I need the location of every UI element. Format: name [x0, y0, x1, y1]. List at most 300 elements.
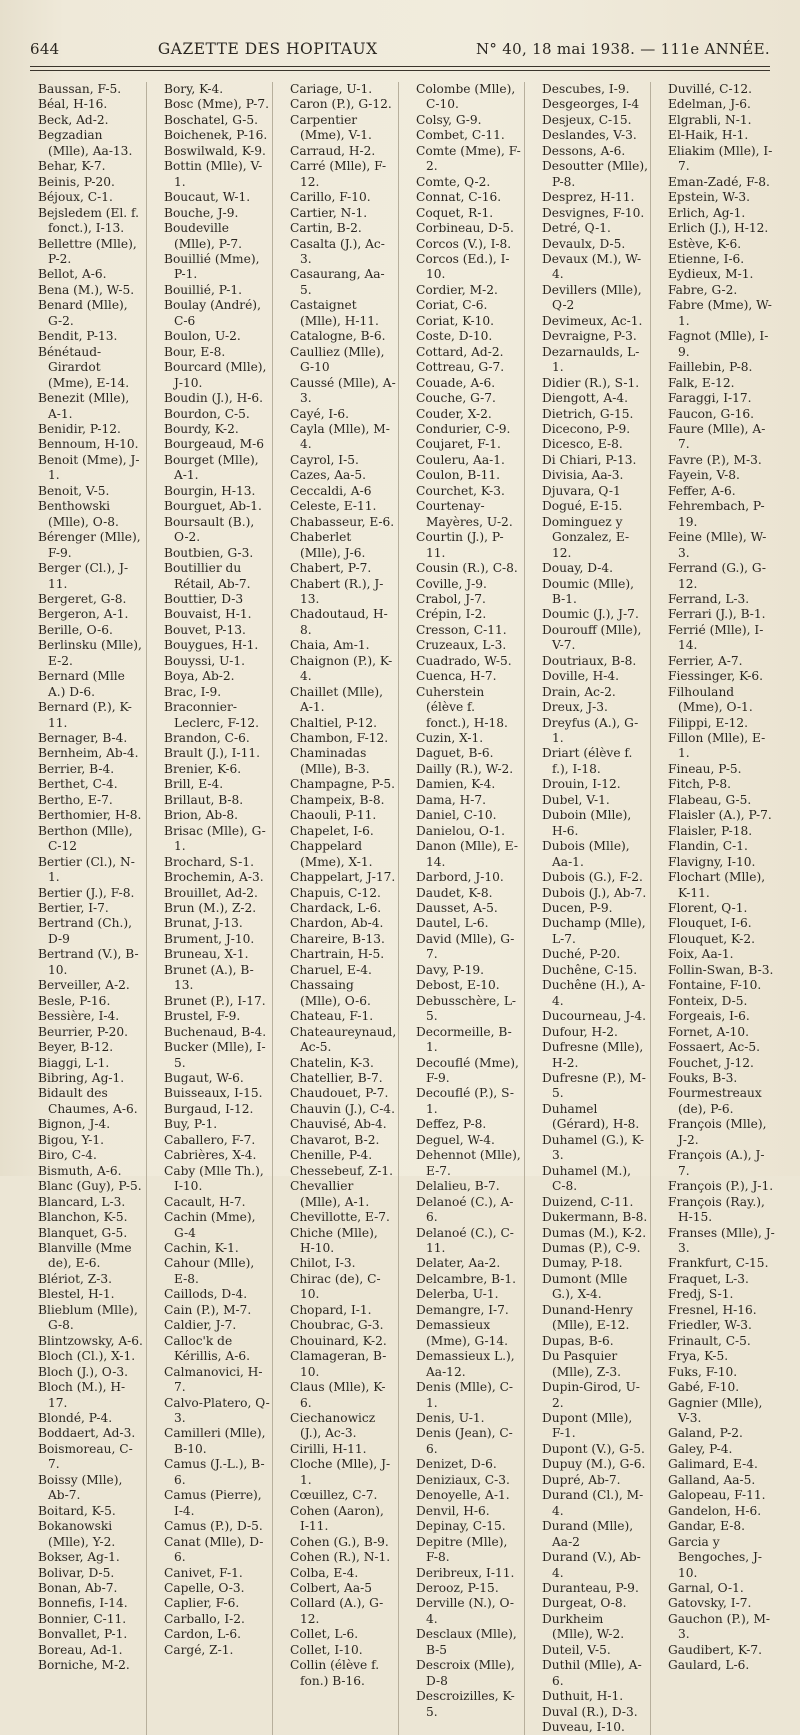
index-entry: Cottreau, G-7. [416, 360, 505, 375]
index-entry: Castaignet (Mlle), H-11. [290, 298, 379, 328]
index-entry: Feffer, A-6. [668, 483, 736, 498]
index-entry: Ferrié (Mlle), I-14. [668, 622, 764, 653]
index-entry: Combet, C-11. [416, 128, 505, 143]
index-entry: Cirilli, H-11. [290, 1441, 367, 1456]
index-entry: Ciechanowicz (J.), Ac-3. [290, 1410, 376, 1441]
index-entry: Borniche, M-2. [38, 1658, 130, 1673]
index-entry: Danielou, O-1. [416, 823, 506, 838]
index-entry: Chappelart, J-17. [290, 870, 396, 885]
index-entry: Flochart (Mlle), K-11. [668, 870, 766, 900]
index-entry: Debusschère, L-5. [416, 993, 517, 1024]
index-entry: Chapuis, C-12. [290, 885, 381, 900]
index-entry: Casaurang, Aa-5. [290, 267, 385, 297]
index-entry: Béal, H-16. [38, 97, 108, 112]
index-entry: Chaia, Am-1. [290, 638, 370, 653]
index-entry: Cargé, Z-1. [164, 1642, 234, 1657]
index-entry: Eman-Zadé, F-8. [668, 174, 770, 189]
index-entry: Franses (Mlle), J-3. [668, 1225, 775, 1255]
index-entry: Besle, P-16. [38, 993, 111, 1008]
index-entry: Collin (élève f. fon.) B-16. [290, 1658, 380, 1688]
index-entry: Doumic (Mlle), B-1. [542, 576, 634, 606]
index-entry: Dukermann, B-8. [542, 1210, 648, 1225]
index-entry: Dupuy (M.), G-6. [542, 1457, 646, 1472]
index-entry: Drouin, I-12. [542, 777, 621, 792]
index-entry: Brunat, J-13. [164, 916, 243, 931]
index-entry: Bejsledem (El. f. fonct.), I-13. [38, 205, 140, 236]
index-entry: Dumas (P.), C-9. [542, 1240, 641, 1255]
index-entry: Dupas, B-6. [542, 1333, 614, 1348]
index-entry: Baussan, F-5. [38, 82, 122, 96]
index-entry: Durgeat, O-8. [542, 1596, 627, 1611]
index-entry: Chabert, P-7. [290, 561, 372, 576]
index-entry: Flabeau, G-5. [668, 792, 752, 807]
index-entry: Frankfurt, C-15. [668, 1256, 769, 1271]
index-entry: Damien, K-4. [416, 777, 496, 792]
index-entry: David (Mlle), G-7. [416, 931, 515, 962]
index-entry: Denizet, D-6. [416, 1457, 497, 1472]
journal-title: GAZETTE DES HOPITAUX [157, 40, 378, 58]
index-entry: Erlich (J.), H-12. [668, 221, 769, 236]
index-entry: Chappelard (Mme), X-1. [290, 839, 373, 869]
index-entry: Demassieux (Mme), G-14. [416, 1318, 508, 1348]
index-entry: Brument, J-10. [164, 931, 255, 946]
index-entry: Cottard, Ad-2. [416, 344, 504, 359]
index-entry: Duchêne (H.), A-4. [542, 978, 646, 1008]
index-entry: Charuel, E-4. [290, 962, 372, 977]
index-entry: Follin-Swan, B-3. [668, 962, 774, 977]
index-entry: Coujaret, F-1. [416, 437, 501, 452]
index-entry: Chateaureynaud, Ac-5. [290, 1024, 397, 1055]
index-entry: Benidir, P-12. [38, 421, 121, 436]
index-column-2 [164, 82, 273, 1735]
index-entry: François (Ray.), H-15. [668, 1194, 765, 1225]
index-entry: Crabol, J-7. [416, 591, 486, 606]
index-entry: Dupré, Ab-7. [542, 1472, 621, 1487]
index-entry: Durand (Mlle), Aa-2 [542, 1519, 634, 1549]
index-entry: Bour, E-8. [164, 344, 226, 359]
index-entry: Corcos (V.), I-8. [416, 236, 512, 251]
index-entry: Devaux (M.), W-4. [542, 251, 642, 282]
index-entry: Delanoé (C.), C-11. [416, 1225, 514, 1255]
index-entry: Deribreux, I-11. [416, 1565, 515, 1580]
index-entry: Chevallier (Mlle), A-1. [290, 1179, 370, 1209]
index-entry: Descubes, I-9. [542, 82, 630, 96]
index-entry: Bloch (J.), O-3. [38, 1364, 128, 1379]
index-entry: Chassaing (Mlle), O-6. [290, 978, 371, 1008]
index-entry: Cabrières, X-4. [164, 1148, 257, 1163]
index-entry: Ferrand, L-3. [668, 591, 750, 606]
index-entry: Chareire, B-13. [290, 931, 385, 946]
index-entry: Garnal, O-1. [668, 1580, 744, 1595]
index-entry: Fresnel, H-16. [668, 1302, 757, 1317]
index-entry: Comte (Mme), F-2. [416, 143, 521, 174]
index-entry: Estève, K-6. [668, 236, 742, 251]
index-entry: Dicecono, P-9. [542, 421, 631, 436]
index-entry: Duchamp (Mlle), L-7. [542, 916, 646, 946]
index-entry: Boddaert, Ad-3. [38, 1426, 136, 1441]
index-entry: Desprez, H-11. [542, 190, 635, 205]
index-entry: Colombe (Mlle), C-10. [416, 82, 516, 112]
index-entry: Braconnier-Leclerc, F-12. [164, 700, 260, 730]
index-entry: Decormeille, B-1. [416, 1024, 512, 1055]
index-entry: Chatelin, K-3. [290, 1055, 374, 1070]
index-entry: Elgrabli, N-1. [668, 112, 752, 127]
index-entry: Duizend, C-11. [542, 1194, 634, 1209]
index-entry: Bourguet, Ab-1. [164, 499, 262, 514]
index-entry: Bolivar, D-5. [38, 1565, 115, 1580]
index-entry: Bessière, I-4. [38, 1009, 120, 1024]
index-entry: Deniziaux, C-3. [416, 1472, 510, 1487]
index-entry: Duvillé, C-12. [668, 82, 752, 96]
index-entry: Chapelet, I-6. [290, 823, 374, 838]
index-entry: Dourouff (Mlle), V-7. [542, 622, 642, 653]
index-entry: Bouillié, P-1. [164, 282, 242, 297]
index-entry: Fabre (Mme), W-1. [668, 298, 772, 328]
index-entry: Fehrembach, P-19. [668, 499, 765, 529]
index-entry: Brunet (P.), I-17. [164, 993, 266, 1008]
index-entry: Fagnot (Mlle), I-9. [668, 329, 769, 359]
index-entry: Flouquet, K-2. [668, 931, 756, 946]
index-entry: Boudeville (Mlle), P-7. [164, 221, 243, 251]
index-entry: Filippi, E-12. [668, 715, 749, 730]
index-entry: Bourcard (Mlle), J-10. [164, 360, 267, 390]
index-entry: Friedler, W-3. [668, 1318, 752, 1333]
index-entry: Bidault des Chaumes, A-6. [38, 1086, 138, 1116]
index-entry: Chabert (R.), J-13. [290, 576, 384, 606]
index-entry: Devraigne, P-3. [542, 329, 637, 344]
index-entry: Bennoum, H-10. [38, 437, 139, 452]
index-entry: Drain, Ac-2. [542, 684, 616, 699]
index-entry: Diengott, A-4. [542, 391, 628, 406]
issue-info: N° 40, 18 mai 1938. — 111e ANNÉE. [475, 40, 770, 58]
index-entry: Berthon (Mlle), C-12 [38, 823, 133, 854]
header-rule [30, 66, 770, 67]
index-entry: Devimeux, Ac-1. [542, 313, 643, 328]
index-entry: Brouillet, Ad-2. [164, 885, 258, 900]
index-entry: Cloche (Mlle), J-1. [290, 1457, 391, 1487]
index-entry: Brustel, F-9. [164, 1009, 241, 1024]
index-entry: Dubois (Mlle), Aa-1. [542, 839, 630, 869]
index-entry: Camus (P.), D-5. [164, 1519, 263, 1534]
index-entry: Bénétaud-Girardot (Mme), E-14. [38, 344, 130, 390]
index-entry: Caussé (Mlle), A-3. [290, 375, 396, 406]
index-entry: Dausset, A-5. [416, 901, 498, 916]
index-entry: Didier (R.), S-1. [542, 375, 640, 390]
index-entry: Chambon, F-12. [290, 731, 389, 746]
index-entry: Connat, C-16. [416, 190, 502, 205]
index-entry: Collet, L-6. [290, 1627, 359, 1642]
index-entry: Cœuillez, C-7. [290, 1488, 378, 1503]
index-entry: Durand (V.), Ab-4. [542, 1550, 641, 1580]
index-entry: Coville, J-9. [416, 576, 487, 591]
index-entry: Epstein, W-3. [668, 190, 750, 205]
index-entry: Bibring, Ag-1. [38, 1071, 125, 1085]
index-entry: Fouks, B-3. [668, 1071, 738, 1085]
index-entry: Dupont (V.), G-5. [542, 1441, 645, 1456]
index-entry: Caby (Mlle Th.), I-10. [164, 1163, 264, 1194]
index-entry: Bloch (Cl.), X-1. [38, 1349, 136, 1364]
index-entry: Derville (N.), O-4. [416, 1596, 515, 1626]
index-entry: Cohen (Aaron), I-11. [290, 1503, 384, 1534]
index-entry: Condurier, C-9. [416, 421, 511, 436]
index-entry: Boswilwald, K-9. [164, 143, 266, 158]
index-entry: Duhamel (G.), K-3. [542, 1132, 645, 1163]
index-entry: Delcambre, B-1. [416, 1271, 517, 1286]
index-entry: Derooz, P-15. [416, 1580, 499, 1595]
index-entry: Cordier, M-2. [416, 282, 498, 297]
index-entry: Cachin, K-1. [164, 1240, 239, 1255]
index-entry: Camus (J.-L.), B-6. [164, 1457, 265, 1487]
index-entry: Cardon, L-6. [164, 1627, 241, 1642]
index-entry: Flandin, C-1. [668, 839, 748, 854]
index-entry: Boulay (André), C-6 [164, 298, 261, 328]
index-entry: Bouillié (Mme), P-1. [164, 251, 260, 282]
index-entry: Fonteix, D-5. [668, 993, 748, 1008]
index-entry: Benezit (Mlle), A-1. [38, 391, 130, 421]
index-entry: Bourdy, K-2. [164, 421, 239, 436]
index-entry: Champagne, P-5. [290, 777, 395, 792]
index-entry: Desgeorges, I-4 [542, 97, 640, 112]
index-entry: Bertho, E-7. [38, 792, 113, 807]
index-entry: Carraud, H-2. [290, 143, 376, 158]
index-entry: Benoit, V-5. [38, 483, 110, 498]
index-entry: Bottin (Mlle), V-1. [164, 159, 263, 189]
index-entry: Dupont (Mlle), F-1. [542, 1410, 633, 1441]
index-entry: Eliakim (Mlle), I-7. [668, 143, 773, 174]
index-entry: Denvil, H-6. [416, 1503, 490, 1518]
index-entry: Buisseaux, I-15. [164, 1086, 263, 1101]
index-entry: Bellot, A-6. [38, 267, 107, 282]
index-entry: Capelle, O-3. [164, 1580, 245, 1595]
index-entry: Cayé, I-6. [290, 406, 349, 421]
index-entry: Fuks, F-10. [668, 1364, 738, 1379]
page-number: 644 [30, 40, 60, 58]
index-entry: Chessebeuf, Z-1. [290, 1163, 394, 1178]
header-rule-thin [30, 70, 770, 71]
index-entry: Comte, Q-2. [416, 174, 491, 189]
index-entry: Blondé, P-4. [38, 1410, 113, 1425]
index-entry: Colbert, Aa-5 [290, 1580, 372, 1595]
index-entry: Dumas (M.), K-2. [542, 1225, 647, 1240]
index-entry: Daguet, B-6. [416, 746, 494, 761]
index-entry: Corbineau, D-5. [416, 221, 514, 236]
index-entry: Chiche (Mlle), H-10. [290, 1225, 378, 1255]
index-entry: Djuvara, Q-1 [542, 483, 621, 498]
index-entry: Dufour, H-2. [542, 1024, 618, 1039]
index-entry: Boucaut, W-1. [164, 190, 251, 205]
index-entry: Delater, Aa-2. [416, 1256, 501, 1271]
index-entry: Fossaert, Ac-5. [668, 1040, 760, 1055]
index-entry: Bérenger (Mlle), F-9. [38, 530, 141, 560]
index-entry: Devillers (Mlle), Q-2 [542, 282, 642, 313]
index-entry: Cohen (G.), B-9. [290, 1534, 389, 1549]
index-entry: Denis (Jean), C-6. [416, 1426, 513, 1456]
index-entry: Dubois (J.), Ab-7. [542, 885, 647, 900]
index-entry: Couder, X-2. [416, 406, 492, 421]
index-entry: Delalieu, B-7. [416, 1179, 500, 1194]
index-entry: Cousin (R.), C-8. [416, 561, 518, 576]
index-entry: Boya, Ab-2. [164, 669, 235, 684]
index-entry: Duranteau, P-9. [542, 1580, 639, 1595]
index-entry: Fredj, S-1. [668, 1287, 734, 1302]
index-entry: Calloc'k de Kérillis, A-6. [164, 1333, 250, 1364]
index-entry: Gandar, E-8. [668, 1519, 746, 1534]
index-entry: Carré (Mlle), F-12. [290, 159, 387, 189]
index-entry: Bonnier, C-11. [38, 1611, 127, 1626]
index-entry: Clamageran, B-10. [290, 1349, 387, 1379]
index-entry: Bertrand (V.), B-10. [38, 947, 139, 977]
index-entry: Calmanovici, H-7. [164, 1364, 263, 1395]
index-entry: Boudin (J.), H-6. [164, 391, 264, 406]
index-entry: Fabre, G-2. [668, 282, 738, 297]
index-entry: Boreau, Ad-1. [38, 1642, 123, 1657]
index-entry: Chateau, F-1. [290, 1009, 374, 1024]
index-entry: Colba, E-4. [290, 1565, 359, 1580]
index-entry: Caplier, F-6. [164, 1596, 240, 1611]
index-entry: Boutbien, G-3. [164, 545, 254, 560]
index-entry: Dumay, P-18. [542, 1256, 623, 1271]
index-entry: Di Chiari, P-13. [542, 452, 637, 467]
index-entry: Couche, G-7. [416, 391, 496, 406]
index-entry: Couade, A-6. [416, 375, 496, 390]
index-entry: Carballo, I-2. [164, 1611, 245, 1626]
index-entry: Berthet, C-4. [38, 777, 118, 792]
index-entry: Cuenca, H-7. [416, 669, 497, 684]
index-entry: Boutillier du Rétail, Ab-7. [164, 561, 251, 591]
index-entry: Brillaut, B-8. [164, 792, 244, 807]
index-entry: Cartin, B-2. [290, 221, 362, 236]
index-entry: Brun (M.), Z-2. [164, 901, 257, 916]
index-entry: Bokanowski (Mlle), Y-2. [38, 1519, 116, 1549]
index-column-3 [290, 82, 399, 1735]
index-entry: Colsy, G-9. [416, 112, 482, 127]
index-entry: Cresson, C-11. [416, 622, 507, 637]
index-entry: Duveau, I-10. [542, 1720, 625, 1735]
index-entry: Bismuth, A-6. [38, 1163, 122, 1178]
index-entry: Boschatel, G-5. [164, 112, 258, 127]
index-entry: Berveiller, A-2. [38, 978, 130, 993]
index-entry: Benard (Mlle), G-2. [38, 298, 128, 328]
index-entry: Gaulard, L-6. [668, 1658, 750, 1673]
index-entry: Chatellier, B-7. [290, 1071, 383, 1085]
index-entry: Devaulx, D-5. [542, 236, 626, 251]
index-entry: Bokser, Ag-1. [38, 1550, 120, 1565]
index-entry: Gaudibert, K-7. [668, 1642, 762, 1657]
index-entry: Boissy (Mlle), Ab-7. [38, 1472, 123, 1503]
index-entry: Bruneau, X-1. [164, 947, 249, 962]
index-entry: Bertier, I-7. [38, 901, 109, 916]
index-columns [38, 82, 788, 1735]
index-entry: Dama, H-7. [416, 792, 486, 807]
index-entry: Cartier, N-1. [290, 205, 368, 220]
index-entry: Delanoé (C.), A-6. [416, 1194, 514, 1225]
index-entry: Bourdon, C-5. [164, 406, 250, 421]
index-entry: Galimard, E-4. [668, 1457, 758, 1472]
index-entry: Descroizilles, K-5. [416, 1689, 515, 1719]
index-entry: Celeste, E-11. [290, 499, 377, 514]
index-entry: Camilleri (Mlle), B-10. [164, 1426, 266, 1456]
index-entry: Duteil, V-5. [542, 1642, 611, 1657]
index-entry: Bouvaist, H-1. [164, 607, 252, 622]
index-entry: Boismoreau, C-7. [38, 1441, 133, 1472]
index-entry: Bouyssi, U-1. [164, 653, 245, 668]
index-entry: Corcos (Ed.), I-10. [416, 251, 510, 282]
index-entry: Benoit (Mme), J-1. [38, 452, 140, 483]
index-entry: Doutriaux, B-8. [542, 653, 637, 668]
index-entry: Brandon, C-6. [164, 731, 250, 746]
index-entry: Demangre, I-7. [416, 1302, 509, 1317]
index-entry: Fitch, P-8. [668, 777, 731, 792]
index-entry: Deslandes, V-3. [542, 128, 637, 143]
index-entry: Depitre (Mlle), F-8. [416, 1534, 508, 1565]
index-entry: Bernard (P.), K-11. [38, 700, 132, 730]
index-entry: Berille, O-6. [38, 622, 113, 637]
index-entry: François (Mlle), J-2. [668, 1117, 767, 1147]
index-entry: Forgeais, I-6. [668, 1009, 750, 1024]
index-entry: Calvo-Platero, Q-3. [164, 1395, 270, 1425]
index-entry: Courtin (J.), P-11. [416, 530, 504, 560]
index-entry: Dominguez y Gonzalez, E-12. [542, 514, 630, 560]
index-entry: Caldier, J-7. [164, 1318, 237, 1333]
index-entry: Ducourneau, J-4. [542, 1009, 647, 1024]
index-entry: Favre (P.), M-3. [668, 452, 762, 467]
index-entry: Flaisler, P-18. [668, 823, 753, 838]
index-entry: Biro, C-4. [38, 1148, 97, 1163]
index-entry: Divisia, Aa-3. [542, 468, 624, 483]
index-entry: Duché, P-20. [542, 947, 621, 962]
index-entry: François (A.), J-7. [668, 1148, 765, 1178]
index-entry: Coriat, K-10. [416, 313, 495, 328]
index-entry: Boulon, U-2. [164, 329, 241, 344]
index-entry: Delerba, U-1. [416, 1287, 499, 1302]
index-entry: Buchenaud, B-4. [164, 1024, 267, 1039]
index-entry: Fornet, A-10. [668, 1024, 749, 1039]
index-entry: Davy, P-19. [416, 962, 484, 977]
index-column-5 [542, 82, 651, 1735]
index-entry: Boichenek, P-16. [164, 128, 268, 143]
index-entry: Brisac (Mlle), G-1. [164, 823, 266, 854]
index-entry: Bignon, J-4. [38, 1117, 111, 1132]
index-entry: Ducen, P-9. [542, 901, 613, 916]
index-entry: Chaminadas (Mlle), B-3. [290, 746, 370, 776]
index-entry: Desoutter (Mlle), P-8. [542, 159, 649, 189]
index-entry: Durand (Cl.), M-4. [542, 1488, 644, 1518]
index-entry: Beck, Ad-2. [38, 112, 109, 127]
index-entry: Coquet, R-1. [416, 205, 494, 220]
index-entry: Dumont (Mlle G.), X-4. [542, 1271, 628, 1302]
index-entry: Bouygues, H-1. [164, 638, 259, 653]
index-entry: Duboin (Mlle), H-6. [542, 808, 632, 838]
index-entry: Dufresne (Mlle), H-2. [542, 1040, 644, 1070]
index-entry: Bory, K-4. [164, 82, 224, 96]
index-entry: Chaberlet (Mlle), J-6. [290, 530, 366, 560]
index-entry: Chaillet (Mlle), A-1. [290, 684, 383, 715]
index-entry: Faure (Mlle), A-7. [668, 421, 766, 452]
index-entry: Berrier, B-4. [38, 761, 115, 776]
index-entry: Chaignon (P.), K-4. [290, 653, 393, 684]
index-entry: Bernard (Mlle A.) D-6. [38, 669, 125, 699]
index-entry: Fourmestreaux (de), P-6. [668, 1086, 762, 1116]
index-entry: Chavarot, B-2. [290, 1132, 380, 1147]
index-entry: Chaudouet, P-7. [290, 1086, 389, 1101]
index-entry: Cazes, Aa-5. [290, 468, 367, 483]
index-entry: Caillods, D-4. [164, 1287, 248, 1302]
index-entry: Beurrier, P-20. [38, 1024, 129, 1039]
index-entry: Caulliez (Mlle), G-10 [290, 344, 385, 375]
index-entry: Flaisler (A.), P-7. [668, 808, 772, 823]
index-entry: Brochemin, A-3. [164, 870, 264, 885]
index-entry: Dubois (G.), F-2. [542, 870, 643, 885]
